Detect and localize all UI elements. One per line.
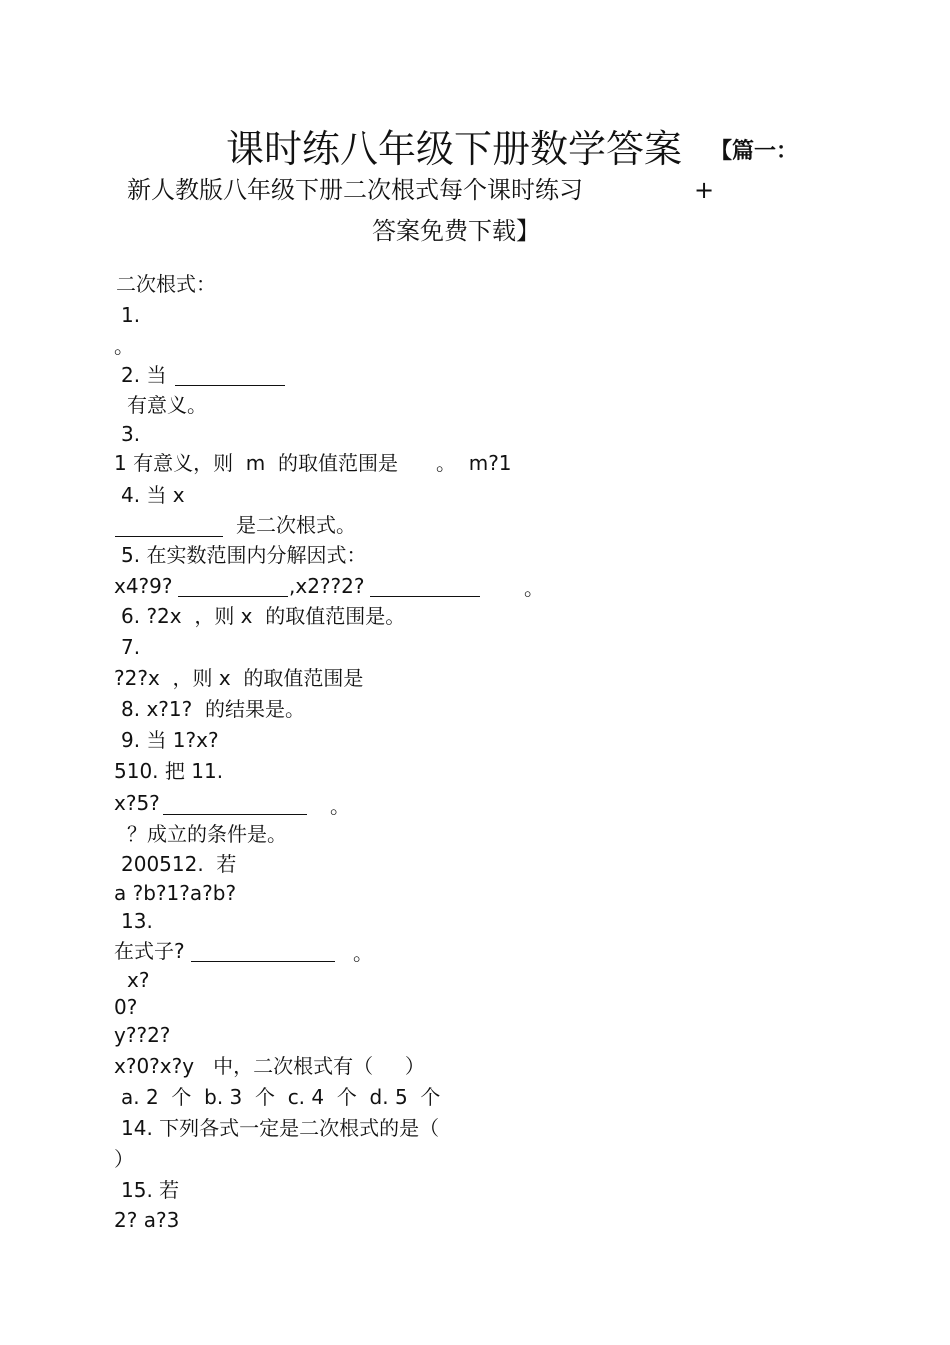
title-bracket-part: 【篇一：	[710, 139, 799, 164]
title-line-2: 新人教版八年级下册二次根式每个课时练习	[127, 176, 583, 204]
question-13-stem: x?0?x?y 中，二次根式有（ ）	[114, 1054, 425, 1078]
period-mark: 。	[524, 576, 544, 600]
question-5-expr-1: x4?9?	[114, 574, 173, 598]
question-13: 13.	[121, 909, 153, 933]
question-10-11: 510. 把 11.	[114, 759, 224, 783]
period-mark: 。	[353, 941, 373, 965]
answer-blank	[115, 536, 223, 537]
question-12-expr: a ?b?1?a?b?	[114, 881, 237, 905]
document-title: 课时练八年级下册数学答案	[226, 127, 683, 171]
question-2-text: 有意义。	[127, 393, 207, 417]
question-5: 5. 在实数范围内分解因式：	[121, 543, 367, 567]
question-15-expr: 2? a?3	[114, 1208, 180, 1232]
question-13-expr-1: x?	[127, 968, 150, 992]
question-3: 3.	[121, 422, 141, 446]
question-7-text: ?2?x ，则 x 的取值范围是	[114, 666, 364, 690]
answer-blank	[175, 385, 285, 386]
question-14: 14. 下列各式一定是二次根式的是（	[121, 1116, 440, 1140]
question-11-expr: x?5?	[114, 791, 160, 815]
question-11-text: ？成立的条件是。	[127, 822, 287, 846]
question-6: 6. ?2x ，则 x 的取值范围是。	[121, 604, 406, 628]
question-3-text: 1 有意义，则 m 的取值范围是	[114, 451, 398, 475]
question-4: 4. 当 x	[121, 483, 185, 507]
answer-blank	[191, 961, 335, 962]
answer-blank	[178, 596, 288, 597]
answer-blank	[163, 814, 307, 815]
question-15: 15. 若	[121, 1178, 180, 1202]
question-8: 8. x?1? 的结果是。	[121, 697, 305, 721]
question-13-text: 在式子?	[114, 939, 185, 963]
question-9: 9. 当 1?x?	[121, 728, 219, 752]
title-plus: +	[694, 176, 715, 204]
question-3-answer: 。 m?1	[436, 451, 512, 475]
question-2: 2. 当	[121, 363, 167, 387]
question-14-close: ）	[114, 1147, 134, 1171]
question-13-expr-3: y??2?	[114, 1023, 171, 1047]
period-mark: 。	[330, 794, 350, 818]
question-12: 200512. 若	[121, 852, 237, 876]
question-4-text: 是二次根式。	[236, 513, 356, 537]
answer-blank	[370, 596, 480, 597]
question-1: 1.	[121, 303, 141, 327]
question-13-expr-2: 0?	[114, 995, 138, 1019]
question-13-options: a. 2 个 b. 3 个 c. 4 个 d. 5 个	[121, 1085, 441, 1109]
question-5-expr-2: ,x2??2?	[289, 574, 365, 598]
period-mark: 。	[114, 334, 134, 358]
section-heading: 二次根式：	[116, 272, 216, 296]
question-7: 7.	[121, 635, 141, 659]
title-line-3: 答案免费下载】	[372, 217, 540, 245]
